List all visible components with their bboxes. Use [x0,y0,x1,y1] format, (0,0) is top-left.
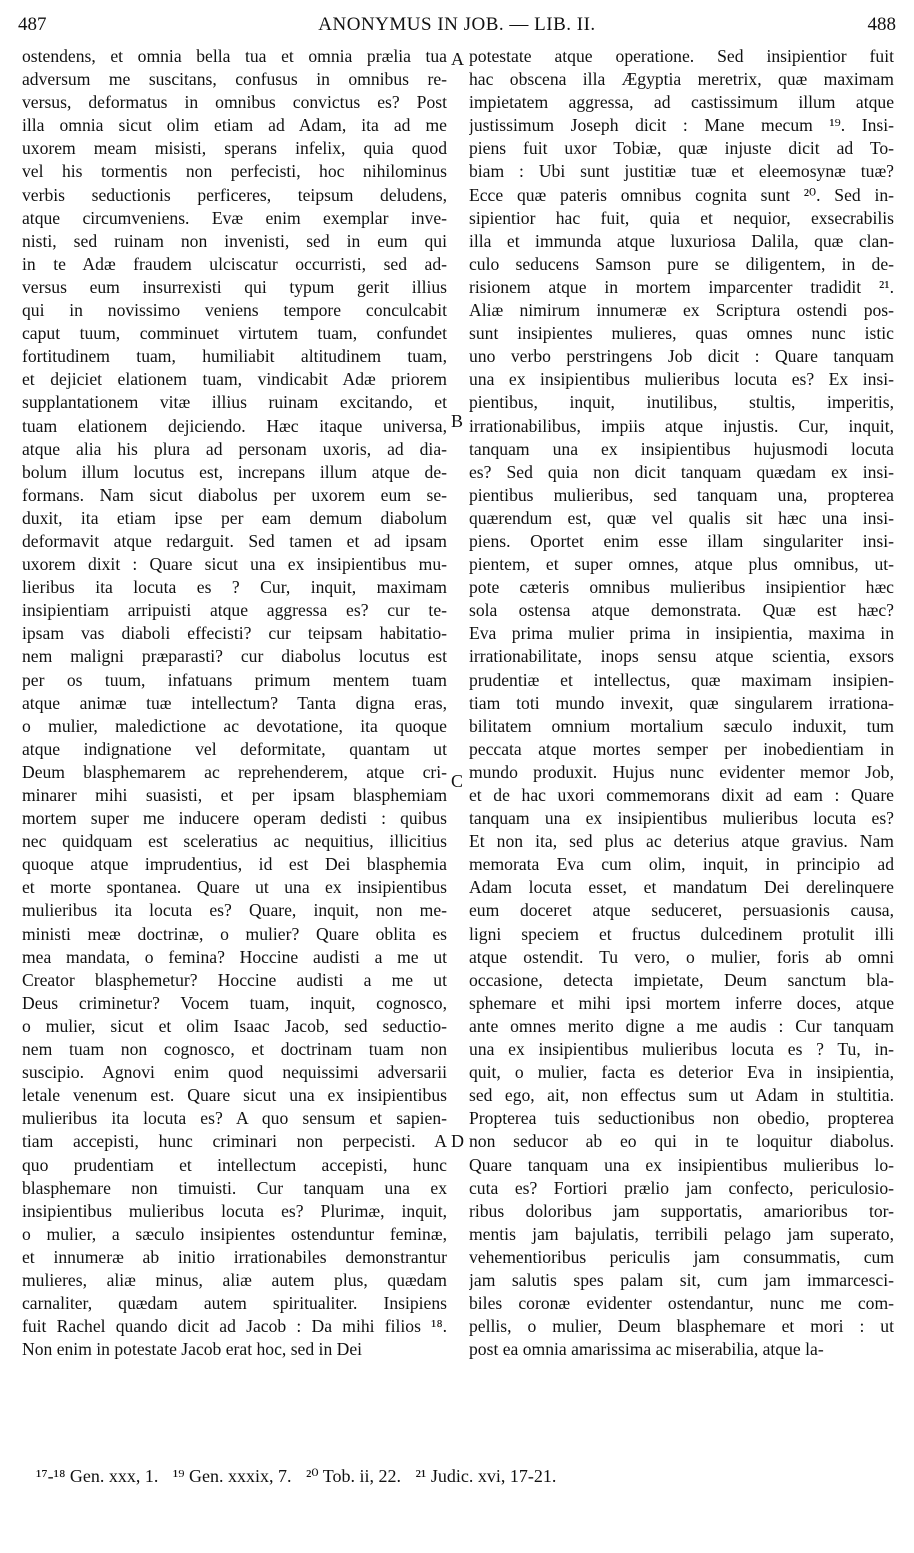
running-title: ANONYMUS IN JOB. — LIB. II. [318,14,596,35]
text-line: pote cæteris omnibus mulieribus insipientior hæc [469,577,894,598]
text-line: blasphemare non timuisti. Cur tanquam una ex [22,1177,447,1198]
text-line: pientibus, inquit, inutilibus, stultis, imperitis, [469,392,894,413]
text-line: cuta es? Fortiori prælio jam confecto, periculosio- [469,1177,894,1198]
page-number-right: 488 [867,14,896,35]
text-line: mulieribus ita locuta es? Quare, inquit, non me- [22,900,447,921]
text-line: uxorem meam misisti, sperans infelix, quia quod [22,138,447,159]
text-line: atque alia his plura ad personam uxoris, ad dia- [22,438,447,459]
text-line: qui in novissimo veniens tempore conculcabit [22,300,447,321]
text-line: deformavit atque redarguit. Sed tamen et ad ipsam [22,530,447,551]
text-line: Ecce quæ pateris omnibus cognita sunt ²⁰. Sed in- [469,184,894,205]
text-line: tanquam una ex insipientibus mulieribus locuta es? [469,808,894,829]
text-line: vel his tormentis non perfecisti, hoc nihilominus [22,161,447,182]
text-line: et de hac uxori commemorans dixit ad eam : Quare [469,785,894,805]
text-line: et morte spontanea. Quare ut una ex insipientibus [22,877,447,898]
text-line: insipientibus mulieribus locuta es? Plurimæ, inquit, [22,1200,447,1221]
text-line: quærendum est, quæ vel qualis sit hæc una insi- [469,507,894,528]
text-line: occasione, detecta impietate, Deum sanctum bla- [469,969,894,990]
text-line: o mulier, sicut et olim Isaac Jacob, sed seductio- [22,1015,447,1036]
text-line: Aliæ nimirum innumeræ ex Scriptura ostendi pos- [469,300,894,321]
text-line: sipientior hac fuit, quia et nequior, exsecrabilis [469,207,894,228]
text-line: verbis seductionis perficeres, teipsum deludens, [22,184,447,205]
running-header [18,14,896,40]
text-line: mulieres, aliæ minus, aliæ autem plus, quædam [22,1269,447,1290]
text-line: illa omnia sicut olim etiam ad Adam, ita ad me [22,115,447,136]
text-line: biam : Ubi sunt justitiæ tuæ et eleemosynæ tuæ? [469,161,894,182]
text-line: versus, deformatus in omnibus convictus es? Post [22,92,447,113]
footnote: ¹⁷-¹⁸ Gen. xxx, 1. [36,1466,159,1486]
text-line: per os tuum, infatuans primum mentem tuam [22,669,447,690]
text-line: biles coronæ evidenter ostendantur, nunc me com- [469,1293,894,1314]
text-line: sed ego, ait, non effectus sum ut Adam in stultitia. [469,1085,894,1106]
text-line: Creator blasphemetur? Hoccine audisti a me ut [22,969,447,990]
text-line: Et non ita, sed plus ac deterius atque gravius. Nam [469,831,894,852]
text-line: lieribus ita locuta es ? Cur, inquit, maximam [22,577,447,598]
footnotes [36,1466,896,1487]
text-line: mortem super me inducere operam dedisti : quibus [22,808,447,829]
text-line: adversum me suscitans, confusus in omnibus re- [22,69,447,90]
text-line: mea mandata, o femina? Hoccine audisti a me ut [22,946,447,967]
text-line: eum doceret atque seduceret, persuasionis causa, [469,900,894,921]
text-line: fortitudinem tuam, humiliabit altitudinem tuam, [22,346,447,367]
text-line: quo prudentiam et intellectum accepisti, hunc [22,1154,447,1175]
text-line: nem maligni præparasti? cur diabolus locutus est [22,646,447,667]
text-line: atque animæ tuæ intellectum? Tanta digna eras, [22,692,447,713]
text-line: suscipio. Agnovi enim quod nequissimi adversarii [22,1062,447,1083]
text-line: hac obscena illa Ægyptia meretrix, quæ maximam [469,69,894,90]
text-line: ministi meæ doctrinæ, o mulier? Quare oblita es [22,923,447,944]
text-line: es? Sed quia non dicit tanquam quædam ex insi- [469,461,894,482]
text-line: uno verbo perstringens Job dicit : Quare tanquam [469,346,894,367]
text-line: formans. Nam sicut diabolus per uxorem eum se- [22,484,447,505]
text-line: Non enim in potestate Jacob erat hoc, sed in Dei [22,1339,363,1360]
margin-letter-b: B [451,411,464,431]
footnote: ¹⁹ Gen. xxxix, 7. [172,1466,292,1486]
text-line: letale venenum est. Quare sicut una ex insipientibus [22,1085,447,1106]
margin-letter-a: A [451,49,464,69]
text-line: bolum illum locutus est, increpans illum atque de- [22,461,447,482]
text-line: atque indignatione vel deformitate, quantam ut [22,738,447,759]
text-line: tanquam una ex insipientibus hujusmodi locuta [469,438,894,459]
text-line: sunt insipientes mulieres, quas omnes nunc istic [469,323,894,344]
text-line: tiam toti mundo invexit, quæ singularem irrationa- [469,692,894,713]
text-line: ribus doloribus jam supportatis, amarioribus tor- [469,1200,894,1221]
text-line: sola ostensa atque demonstrata. Quæ est hæc? [469,600,894,621]
margin-letter-c: C [451,771,464,791]
text-line: pellis, o mulier, Deum blasphemare et mori : ut [469,1316,894,1337]
text-line: nec quidquam est sceleratius ac nequitius, illicitius [22,831,447,852]
text-line: mentis jam bajulatis, terribili pelago jam superato, [469,1223,894,1244]
text-line: ligni speciem et fructus dulcedinem protulit illi [469,923,894,944]
text-line: insipientiam arripuisti atque aggressa es? cur te- [22,600,447,621]
text-line: mundo produxit. Hujus nunc evidenter memor Job, [469,761,894,782]
text-line: impietatem aggressa, ad castissimum illum atque [469,92,894,113]
text-line: ipsam vas diaboli effecisti? cur teipsam habitatio- [22,623,447,644]
text-line: pientibus mulieribus, sed tanquam una, propterea [469,484,894,505]
text-line: et dejiciet elationem tuam, vindicabit Adæ priorem [22,369,447,390]
text-line: nisti, sed ruinam non invenisti, sed in eum qui [22,230,447,251]
text-line: prudentiæ et intellectus, quæ maximam insipien- [469,669,894,690]
text-line: piens fuit uxor Tobiæ, quæ injuste dicit ad To- [469,138,894,159]
text-line: memorata Eva cum olim, inquit, in principio ad [469,854,894,875]
margin-letter-d: D [451,1131,464,1151]
right-text-column [469,45,894,1361]
text-line: pientem, et super omnes, atque plus omnibus, ut- [469,554,894,575]
text-line: uxorem dixit : Quare sicut una ex insipientibus mu- [22,554,447,575]
text-line: illa et immunda atque luxuriosa Dalila, quæ clan- [469,230,894,251]
text-line: in te Adæ fraudem ulciscatur occurristi, sed ad- [22,253,447,274]
text-line: post ea omnia amarissima ac miserabilia, atque la- [469,1339,824,1360]
text-line: nem tuam non cognosco, et doctrinam tuam non [22,1039,447,1060]
text-line: culo seducens Samson pure se diligentem, in de- [469,253,894,274]
text-line: versus eum insurrexisti qui typum gerit illius [22,276,447,297]
text-line: irrationabilibus, impiis atque injustis. Cur, inquit, [469,415,894,436]
text-line: o mulier, maledictione ac devotatione, ita quoque [22,715,447,736]
text-line: justissimum Joseph dicit : Mane mecum ¹⁹. Insi- [469,115,894,136]
text-line: ostendens, et omnia bella tua et omnia prælia tua [22,46,447,66]
text-line: potestate atque operatione. Sed insipientior fuit [469,46,894,66]
text-line: Adam locuta esset, et mandatum Dei derelinquere [469,877,894,898]
text-line: Deum blasphemarem ac reprehenderem, atque cri- [22,761,447,782]
text-line: ante omnes merito digne a me audis : Cur tanquam [469,1015,894,1036]
text-line: peccata atque mortes semper per inobedientiam in [469,738,894,759]
footnote: ²⁰ Tob. ii, 22. [306,1466,402,1486]
text-line: vehementioribus periculis jam consummatis, cum [469,1246,894,1267]
text-line: piens. Oportet enim esse illam singulariter insi- [469,530,894,551]
text-line: risionem atque in mortem imparcenter tradidit ²¹. [469,276,894,297]
text-line: fuit Rachel quando dicit ad Jacob : Da mihi filios ¹⁸. [22,1316,447,1337]
text-line: minarer mihi suasisti, et per ipsam blasphemiam [22,785,447,805]
text-line: et innumeræ ab initio irrationabiles demonstrantur [22,1246,447,1267]
text-line: Propterea tuis seductionibus non obedio, propterea [469,1108,894,1129]
text-line: sphemare et mihi ipsi mortem inferre doces, atque [469,992,894,1013]
page-number-left: 487 [18,14,47,35]
text-line: mulieribus ita locuta es? A quo sensum et sapien- [22,1108,447,1129]
text-line: atque ostendit. Tu vero, o mulier, foris ab omni [469,946,894,967]
text-line: una ex insipientibus mulieribus locuta es? Ex insi- [469,369,894,390]
text-line: quit, o mulier, facta es deterior Eva in insipientia, [469,1062,894,1083]
text-line: quoque atque imprudentius, id est Dei blasphemia [22,854,447,875]
text-line: o mulier, a sæculo insipientes ostenduntur feminæ, [22,1223,447,1244]
text-line: Quare tanquam una ex insipientibus mulieribus lo- [469,1154,894,1175]
text-line: caput tuum, comminuet virtutem tuam, confundet [22,323,447,344]
text-line: Eva prima mulier prima in insipientia, maxima in [469,623,894,644]
text-line: bilitatem omnium mortalium sæculo induxit, tum [469,715,894,736]
text-line: non seducor ab eo qui in te loquitur diabolus. [469,1131,894,1152]
text-line: irrationabilitate, inops sensu atque scientia, exsors [469,646,894,667]
text-line: atque circumveniens. Evæ enim exemplar inve- [22,207,447,228]
text-line: tuam elationem dejiciendo. Hæc itaque universa, [22,415,447,436]
text-line: supplantationem vitæ illius ruinam excitando, et [22,392,447,413]
text-line: jam salutis spes palam sit, cum jam immarcesci- [469,1269,894,1290]
left-text-column [22,45,447,1361]
text-line: una ex insipientibus mulieribus locuta es ? Tu, in- [469,1039,894,1060]
text-line: duxit, ita etiam ipse per eam demum diabolum [22,507,447,528]
text-line: carnaliter, quædam autem spiritualiter. Insipiens [22,1293,447,1314]
footnote: ²¹ Judic. xvi, 17-21. [415,1466,557,1486]
text-line: tiam accepisti, hunc criminari non perpecisti. A [22,1131,447,1152]
text-line: Deus criminetur? Vocem tuam, inquit, cognosco, [22,992,447,1013]
